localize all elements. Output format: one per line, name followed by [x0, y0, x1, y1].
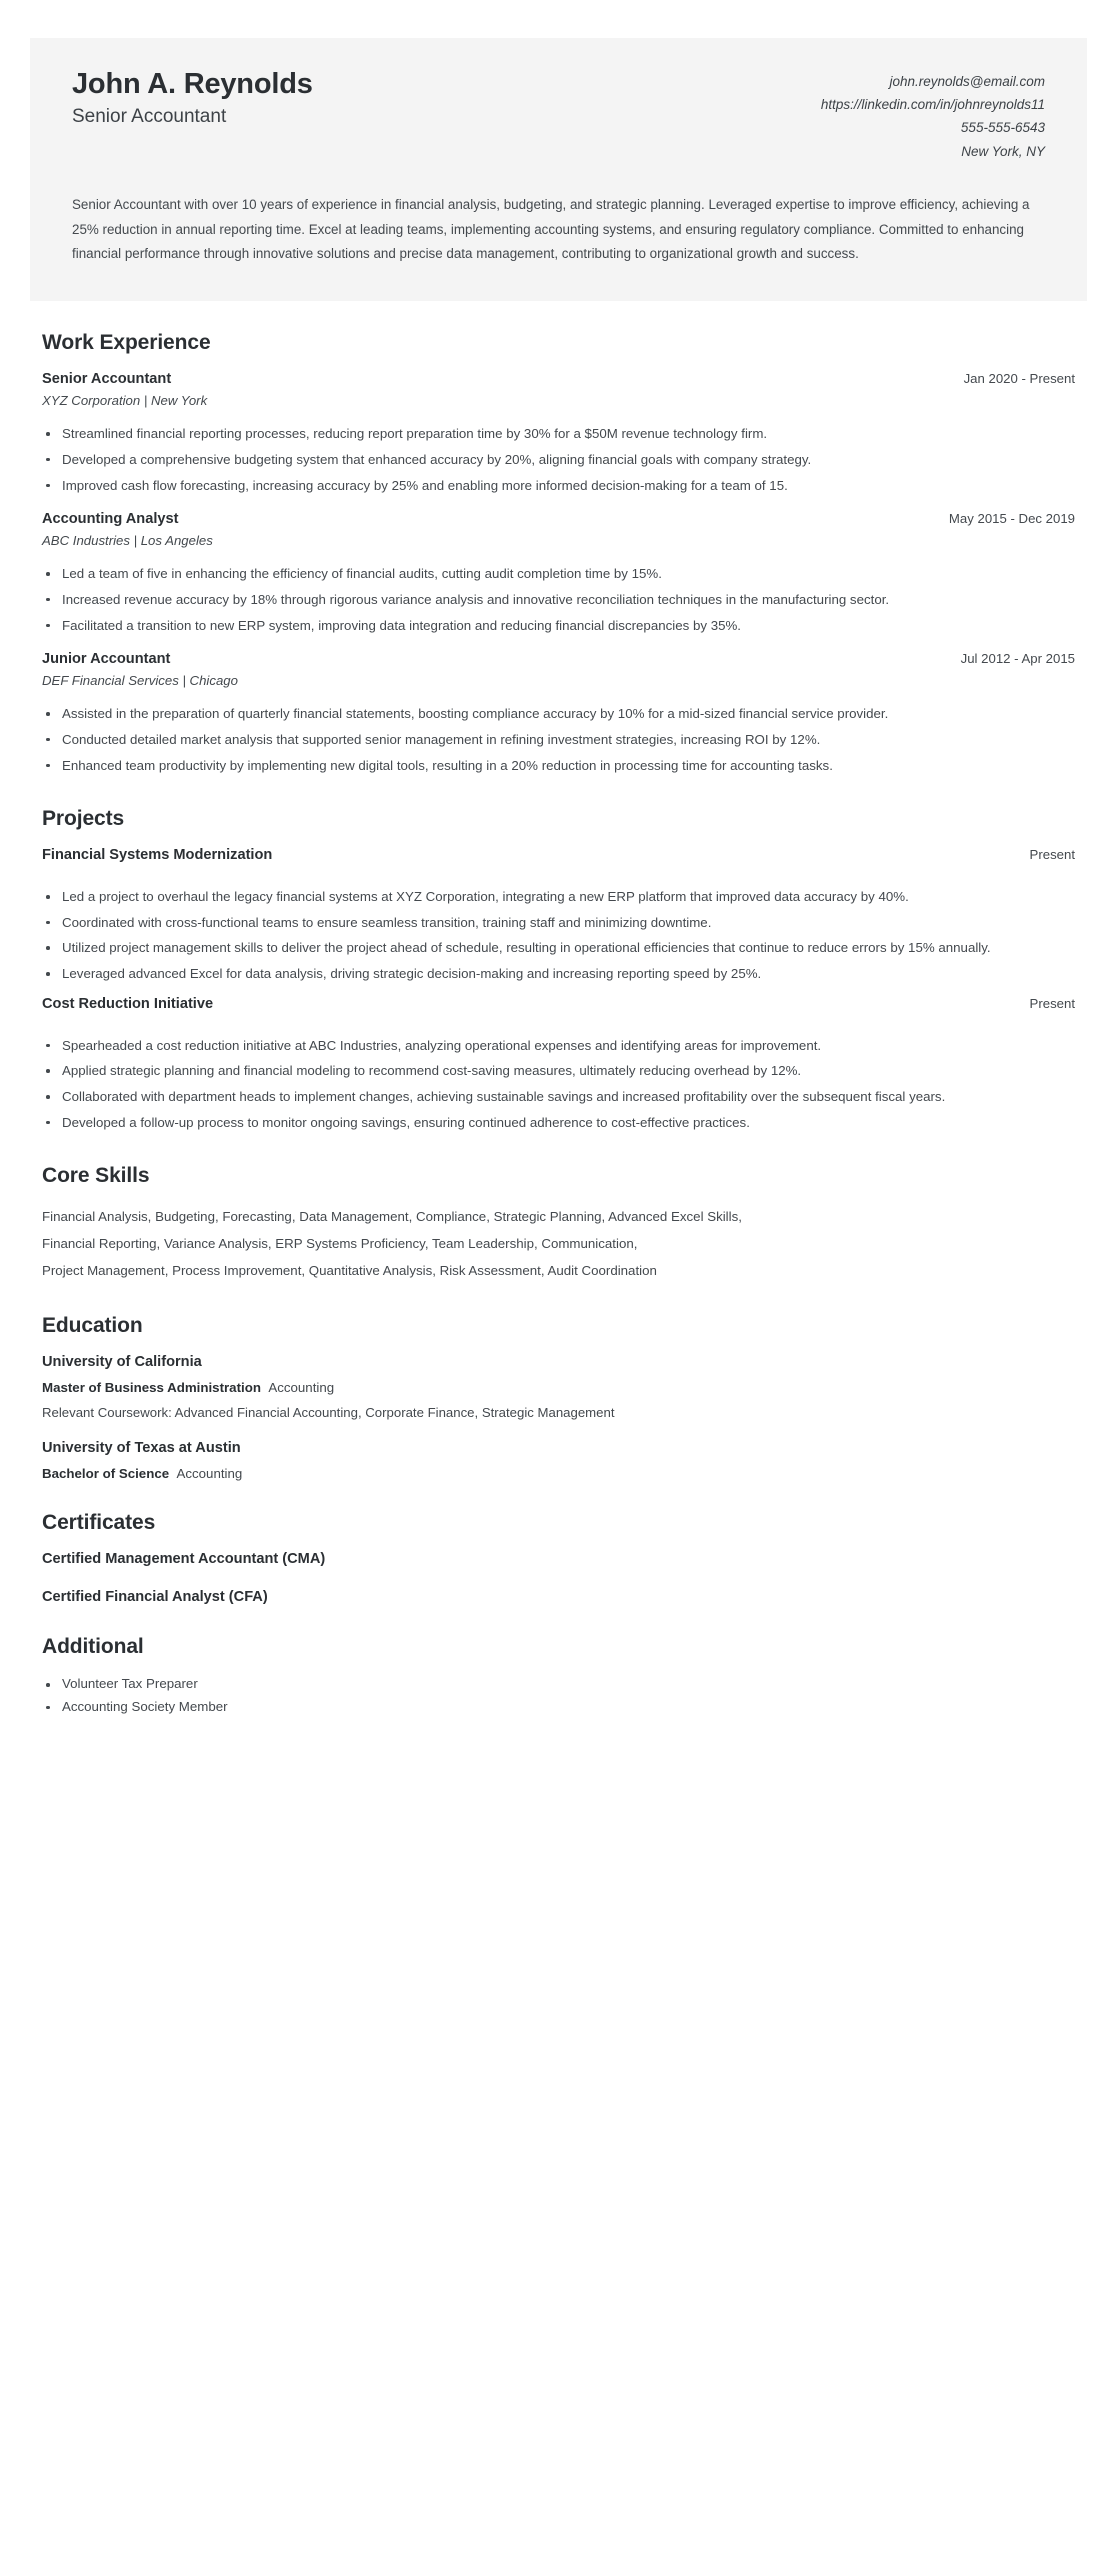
core-skills-line: Project Management, Process Improvement, Quantitative Analysis, Risk Assessment, Audit Coordination — [42, 1262, 657, 1278]
work-entry-head — [42, 511, 1075, 527]
section-core-skills — [30, 1164, 1087, 1284]
work-entry-role: Senior Accountant — [42, 371, 172, 388]
work-entry-org: XYZ Corporation | New York — [42, 393, 208, 409]
education-entry — [42, 1440, 1075, 1481]
project-bullet: Collaborated with department heads to implement changes, achieving sustainable savings and increased profitability over the subsequent fiscal years. — [42, 1085, 1052, 1109]
work-entry-role: Junior Accountant — [42, 651, 171, 668]
section-title-work-experience: Work Experience — [42, 331, 211, 355]
certificate-entry: Certified Management Accountant (CMA) — [42, 1551, 326, 1568]
project-entry — [42, 996, 1075, 1135]
work-bullet: Streamlined financial reporting processes, reducing report preparation time by 30% for a $50M revenue technology firm. — [42, 422, 1052, 446]
section-title-education: Education — [42, 1314, 143, 1338]
education-degree-line — [42, 1466, 1075, 1481]
candidate-job-title: Senior Accountant — [72, 106, 227, 128]
professional-summary: Senior Accountant with over 10 years of experience in financial analysis, budgeting, and strategic planning. Leveraged expertise to improve efficiency, achieving a 25% reduction in annual reporting time. Excel at leading teams, implementing accounting systems, and ensuring regulatory compliance. Committed to enhancing financial performance through innovative solutions and precise data management, contributing to organizational growth and success. — [72, 196, 1030, 262]
header-top-row — [72, 66, 1045, 163]
project-entry-bullets — [42, 885, 1075, 986]
work-bullet: Facilitated a transition to new ERP system, improving data integration and reducing financial discrepancies by 35%. — [42, 614, 1052, 638]
education-school: University of California — [42, 1354, 202, 1371]
certificate-entry: Certified Financial Analyst (CFA) — [42, 1589, 268, 1606]
education-degree: Bachelor of Science — [42, 1466, 170, 1482]
work-entry-date: May 2015 - Dec 2019 — [948, 511, 1075, 527]
additional-list — [42, 1673, 1075, 1718]
work-bullet: Enhanced team productivity by implementing new digital tools, resulting in a 20% reduction in processing time for accounting tasks. — [42, 754, 1052, 778]
work-entry-org: DEF Financial Services | Chicago — [42, 673, 238, 689]
section-work-experience — [30, 331, 1087, 777]
additional-item: Volunteer Tax Preparer — [42, 1673, 1052, 1696]
resume-header-card — [30, 38, 1087, 301]
section-projects — [30, 807, 1087, 1134]
project-bullet: Leveraged advanced Excel for data analysis, driving strategic decision-making and increasing reporting speed by 25%. — [42, 962, 1052, 986]
identity-block — [72, 66, 313, 129]
education-entry — [42, 1354, 1075, 1420]
project-entry-bullets — [42, 1034, 1075, 1135]
work-bullet: Led a team of five in enhancing the efficiency of financial audits, cutting audit completion time by 15%. — [42, 562, 1052, 586]
section-title-additional: Additional — [42, 1635, 144, 1659]
section-title-projects: Projects — [42, 807, 125, 831]
education-degree-line — [42, 1380, 1075, 1395]
work-entry-date: Jan 2020 - Present — [963, 371, 1075, 387]
education-field: Accounting — [176, 1466, 243, 1482]
additional-item: Accounting Society Member — [42, 1696, 1052, 1719]
work-entry-bullets — [42, 562, 1075, 637]
contact-phone[interactable]: 555-555-6543 — [960, 120, 1045, 136]
project-bullet: Coordinated with cross-functional teams to ensure seamless transition, training staff and minimizing downtime. — [42, 911, 1052, 935]
project-entry — [42, 847, 1075, 986]
section-additional — [30, 1635, 1087, 1718]
project-entry-head — [42, 996, 1075, 1012]
education-coursework: Relevant Coursework: Advanced Financial Accounting, Corporate Finance, Strategic Management — [42, 1405, 615, 1421]
education-degree: Master of Business Administration — [42, 1380, 261, 1396]
core-skills-line: Financial Analysis, Budgeting, Forecasting, Data Management, Compliance, Strategic Planning, Advanced Excel Skills, — [42, 1209, 742, 1225]
project-entry-name: Financial Systems Modernization — [42, 847, 273, 864]
work-entry — [42, 651, 1075, 777]
contact-email[interactable]: john.reynolds@email.com — [889, 74, 1045, 89]
section-title-certificates: Certificates — [42, 1511, 156, 1535]
education-field: Accounting — [268, 1380, 335, 1396]
work-entry-date: Jul 2012 - Apr 2015 — [960, 651, 1075, 667]
work-entry-bullets — [42, 422, 1075, 497]
section-certificates — [30, 1511, 1087, 1605]
section-title-core-skills: Core Skills — [42, 1164, 150, 1188]
project-entry-head — [42, 847, 1075, 863]
contact-location: New York, NY — [961, 143, 1045, 159]
project-bullet: Spearheaded a cost reduction initiative at ABC Industries, analyzing operational expenses and identifying areas for improvement. — [42, 1034, 1052, 1058]
core-skills-list — [42, 1204, 1052, 1284]
work-entry-bullets — [42, 702, 1075, 777]
project-bullet: Applied strategic planning and financial modeling to recommend cost-saving measures, ultimately reducing overhead by 12%. — [42, 1059, 1052, 1083]
work-bullet: Assisted in the preparation of quarterly financial statements, boosting compliance accuracy by 10% for a mid-sized financial service provider. — [42, 702, 1052, 726]
work-bullet: Conducted detailed market analysis that supported senior management in refining investment strategies, increasing ROI by 12%. — [42, 728, 1052, 752]
work-bullet: Increased revenue accuracy by 18% through rigorous variance analysis and innovative reconciliation techniques in the manufacturing sector. — [42, 588, 1052, 612]
project-bullet: Developed a follow-up process to monitor ongoing savings, ensuring continued adherence to cost-effective practices. — [42, 1111, 1052, 1135]
work-entry — [42, 511, 1075, 637]
project-bullet: Led a project to overhaul the legacy financial systems at XYZ Corporation, integrating a new ERP platform that improved data accuracy by 40%. — [42, 885, 1052, 909]
project-bullet: Utilized project management skills to deliver the project ahead of schedule, resulting in operational efficiencies that continue to reduce errors by 15% annually. — [42, 936, 1052, 960]
work-entry-org: ABC Industries | Los Angeles — [42, 533, 213, 549]
work-entry-head — [42, 651, 1075, 667]
candidate-name: John A. Reynolds — [72, 68, 313, 100]
core-skills-line: Financial Reporting, Variance Analysis, ERP Systems Proficiency, Team Leadership, Communication, — [42, 1236, 638, 1252]
project-entry-date: Present — [1029, 847, 1075, 863]
project-entry-name: Cost Reduction Initiative — [42, 995, 214, 1012]
section-education — [30, 1314, 1087, 1481]
education-school: University of Texas at Austin — [42, 1440, 241, 1457]
work-entry-head — [42, 371, 1075, 387]
project-entry-date: Present — [1029, 995, 1075, 1011]
contact-linkedin[interactable]: https://linkedin.com/in/johnreynolds11 — [820, 97, 1045, 113]
work-bullet: Developed a comprehensive budgeting system that enhanced accuracy by 20%, aligning financial goals with company strategy. — [42, 448, 1052, 472]
contact-block — [821, 66, 1045, 163]
work-bullet: Improved cash flow forecasting, increasing accuracy by 25% and enabling more informed decision-making for a team of 15. — [42, 474, 1052, 498]
work-entry — [42, 371, 1075, 497]
work-entry-role: Accounting Analyst — [42, 511, 179, 528]
